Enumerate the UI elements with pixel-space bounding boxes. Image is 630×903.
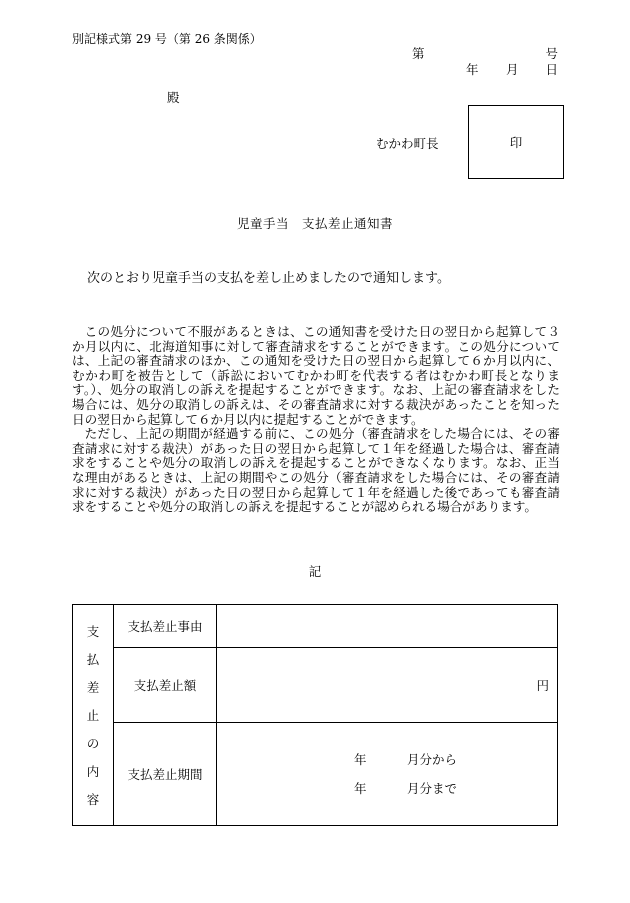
amount-label: 支払差止額 <box>114 648 217 723</box>
side-char: 止 <box>86 708 100 723</box>
seal-box <box>468 105 564 179</box>
period-label: 支払差止期間 <box>114 723 217 826</box>
amount-unit: 円 <box>536 678 549 693</box>
date-year: 年 <box>466 62 479 77</box>
side-char: 内 <box>86 764 100 779</box>
period-from-month: 月分から <box>407 752 458 767</box>
table-row <box>73 648 558 723</box>
appeal-paragraph-2: ただし、上記の期間が経過する前に、この処分（審査請求をした場合には、その審査請求に対する裁決）があった日の翌日から起算して１年を経過した場合は、審査請求をすることや処分の取消しの訴えを提起することができなくなります。なお、正当な理由があるときは、上記の期間やこの処分（審査請求をした場合には、その審査請求に対する裁決）があった日の翌日から起算して１年を経過した後であっても審査請求をすることや処分の取消しの訴えを提起することが認められる場合があります。 <box>72 426 560 515</box>
number-prefix: 第 <box>412 46 425 61</box>
period-to-year: 年 <box>354 781 367 796</box>
form-number: 別記様式第 29 号（第 26 条関係） <box>72 32 262 46</box>
appeal-paragraph-1: この処分について不服があるときは、この通知書を受けた日の翌日から起算して３か月以内に、北海道知事に対して審査請求をすることができます。この処分については、上記の審査請求のほか、この通知を受けた日の翌日から起算して６か月以内に、むかわ町を被告として（訴訟においてむかわ町を代表する者はむかわ町長となります。）、処分の取消しの訴えを提起することができます。なお、上記の審査請求をした場合には、処分の取消しの訴えは、その審査請求に対する裁決があったことを知った日の翌日から起算して６か月以内に提起することができます。 <box>72 324 560 427</box>
sender-name: むかわ町長 <box>376 136 439 151</box>
reason-value <box>217 605 558 648</box>
document-title: 児童手当 支払差止通知書 <box>236 216 393 231</box>
details-table <box>72 604 558 826</box>
ki-heading: 記 <box>308 564 322 579</box>
period-from-year: 年 <box>354 752 367 767</box>
date-month: 月 <box>506 62 519 77</box>
number-suffix: 号 <box>545 46 558 61</box>
side-char: 払 <box>86 652 100 667</box>
side-header <box>73 605 114 826</box>
addressee: 殿 <box>167 90 180 105</box>
table-row <box>73 723 558 826</box>
reason-label: 支払差止事由 <box>114 605 217 648</box>
amount-value <box>217 648 558 723</box>
period-value <box>217 723 558 826</box>
intro-text: 次のとおり児童手当の支払を差し止めましたので通知します。 <box>87 271 450 286</box>
date-day: 日 <box>545 62 558 77</box>
seal-label: 印 <box>509 135 523 150</box>
side-char: の <box>86 736 100 751</box>
table-row <box>73 605 558 648</box>
side-char: 支 <box>86 624 100 639</box>
side-char: 差 <box>86 680 100 695</box>
side-char: 容 <box>86 792 100 807</box>
appeal-notice <box>72 325 560 515</box>
period-to-month: 月分まで <box>407 781 458 796</box>
